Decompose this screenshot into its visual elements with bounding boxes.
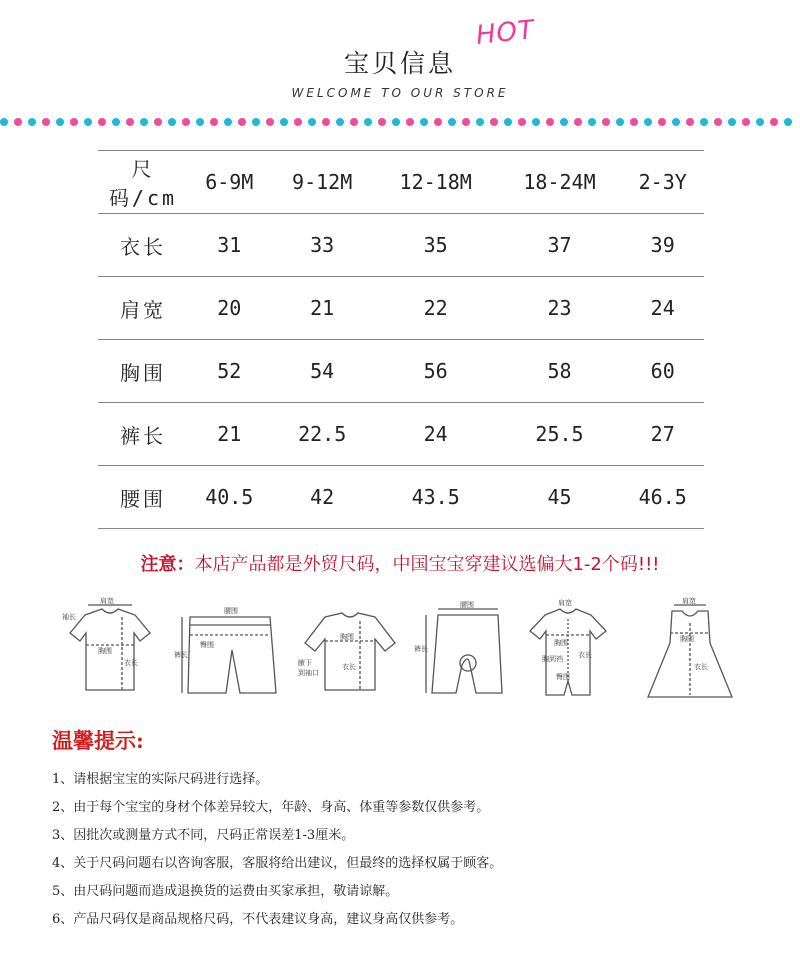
row-label: 胸围 (98, 340, 188, 403)
divider-dot (476, 118, 484, 126)
divider-dot (280, 118, 288, 126)
row-label: 腰围 (98, 466, 188, 529)
divider-dot (336, 118, 344, 126)
shorts-diagram-icon (182, 617, 276, 693)
page-title: 宝贝信息 (343, 49, 456, 78)
welcome-subtitle: WELCOME TO OUR STORE (291, 86, 509, 100)
table-cell: 24 (621, 277, 704, 340)
divider-dot (420, 118, 428, 126)
table-cell: 31 (188, 214, 271, 277)
table-cell: 40.5 (188, 466, 271, 529)
row-label: 裤长 (98, 403, 188, 466)
raglan-cuff-label: 到袖口 (298, 669, 319, 677)
romper-diagram-icon (530, 609, 606, 695)
divider-dot (196, 118, 204, 126)
divider-dot (126, 118, 134, 126)
table-cell: 21 (271, 277, 374, 340)
dress-chest-label: 胸围 (680, 635, 694, 643)
divider-dot (560, 118, 568, 126)
romper-hip-label: 臀围 (556, 673, 570, 681)
divider-dot (182, 118, 190, 126)
divider-dot (252, 118, 260, 126)
table-cell: 39 (621, 214, 704, 277)
divider-dot (154, 118, 162, 126)
divider-dot (518, 118, 526, 126)
table-cell: 33 (271, 214, 374, 277)
row-label: 衣长 (98, 214, 188, 277)
divider-dot (294, 118, 302, 126)
divider-dot (784, 118, 792, 126)
pants-diagram-icon (426, 609, 502, 693)
divider-dot (588, 118, 596, 126)
measurement-diagrams (50, 595, 770, 710)
divider-dot (56, 118, 64, 126)
table-cell: 22.5 (271, 403, 374, 466)
list-item: 3、因批次或测量方式不同，尺码正常误差1-3厘米。 (52, 828, 355, 843)
table-cell: 54 (271, 340, 374, 403)
divider-dot (700, 118, 708, 126)
divider-dot (210, 118, 218, 126)
romper-shoulder-label: 肩宽 (558, 599, 572, 607)
table-cell: 21 (188, 403, 271, 466)
divider-dot (504, 118, 512, 126)
table-row (98, 277, 704, 340)
notice-text: 本店产品都是外贸尺码，中国宝宝穿建议选偏大1-2个码!!! (194, 554, 660, 575)
table-cell: 42 (271, 466, 374, 529)
divider-dot (658, 118, 666, 126)
divider-dot (98, 118, 106, 126)
table-cell: 60 (621, 340, 704, 403)
tips-title: 温馨提示: (52, 728, 144, 753)
table-cell: 24 (374, 403, 498, 466)
table-cell: 52 (188, 340, 271, 403)
raglan-length-label: 衣长 (342, 663, 356, 671)
divider-dot (350, 118, 358, 126)
romper-crotch-label: 胸到裆 (542, 655, 563, 663)
size-header: 6-9M (188, 151, 271, 214)
table-row (98, 466, 704, 529)
divider-dot (686, 118, 694, 126)
size-header: 18-24M (498, 151, 622, 214)
divider-dot (140, 118, 148, 126)
divider-dot (364, 118, 372, 126)
divider-dot (0, 118, 8, 126)
divider-dot (602, 118, 610, 126)
divider-dot (406, 118, 414, 126)
divider-dot (616, 118, 624, 126)
pants-length-label: 裤长 (414, 645, 428, 653)
divider-dot (84, 118, 92, 126)
table-cell: 20 (188, 277, 271, 340)
divider-dot (770, 118, 778, 126)
divider-dot (672, 118, 680, 126)
divider-dot (70, 118, 78, 126)
list-item: 1、请根据宝宝的实际尺码进行选择。 (52, 772, 269, 787)
romper-length-label: 衣长 (578, 651, 592, 659)
table-row (98, 403, 704, 466)
divider-dot (630, 118, 638, 126)
table-cell: 46.5 (621, 466, 704, 529)
tshirt-sleeve-label: 袖长 (62, 613, 76, 621)
shorts-waist-label: 腰围 (224, 607, 238, 615)
size-header-row (98, 151, 704, 214)
list-item: 6、产品尺码仅是商品规格尺码，不代表建议身高，建议身高仅供参考。 (52, 912, 464, 927)
divider-dot (28, 118, 36, 126)
divider-dot (462, 118, 470, 126)
table-cell: 45 (498, 466, 622, 529)
tshirt-chest-label: 胸围 (98, 647, 112, 655)
dress-length-label: 衣长 (694, 663, 708, 671)
store-header (0, 0, 800, 110)
list-item: 2、由于每个宝宝的身材个体差异较大，年龄、身高、体重等参数仅供参考。 (52, 800, 490, 815)
notice-label: 注意： (140, 554, 195, 575)
table-cell: 25.5 (498, 403, 622, 466)
divider-dot (168, 118, 176, 126)
raglan-chest-label: 胸围 (340, 633, 354, 641)
table-cell: 37 (498, 214, 622, 277)
table-cell: 43.5 (374, 466, 498, 529)
size-header: 9-12M (271, 151, 374, 214)
divider-dot (714, 118, 722, 126)
romper-chest-label: 胸围 (554, 639, 568, 647)
shorts-length-label: 裤长 (174, 651, 188, 659)
dress-diagram-icon (648, 605, 732, 697)
divider-dot (532, 118, 540, 126)
divider-dot (378, 118, 386, 126)
tshirt-length-label: 衣长 (124, 659, 138, 667)
divider-dot (392, 118, 400, 126)
divider-dot (434, 118, 442, 126)
dotted-divider (0, 115, 800, 129)
divider-dot (546, 118, 554, 126)
table-cell: 27 (621, 403, 704, 466)
divider-dot (574, 118, 582, 126)
size-header: 2-3Y (621, 151, 704, 214)
divider-dot (742, 118, 750, 126)
dress-shoulder-label: 肩宽 (682, 597, 696, 605)
table-cell: 22 (374, 277, 498, 340)
pants-waist-label: 腰围 (460, 601, 474, 609)
list-item: 4、关于尺码问题右以咨询客服，客服将给出建议，但最终的选择权属于顾客。 (52, 856, 503, 871)
row-label: 肩宽 (98, 277, 188, 340)
divider-dot (112, 118, 120, 126)
tshirt-shoulder-label: 肩宽 (100, 597, 114, 605)
table-cell: 56 (374, 340, 498, 403)
divider-dot (42, 118, 50, 126)
raglan-armpit-label: 腋下 (298, 659, 312, 667)
table-row (98, 340, 704, 403)
divider-dot (756, 118, 764, 126)
divider-dot (644, 118, 652, 126)
raglan-shirt-diagram-icon (305, 613, 395, 690)
list-item: 5、由尺码问题而造成退换货的运费由买家承担，敬请谅解。 (52, 884, 399, 899)
shorts-hip-label: 臀围 (200, 641, 214, 649)
divider-dot (448, 118, 456, 126)
divider-dot (238, 118, 246, 126)
divider-dot (224, 118, 232, 126)
divider-dot (14, 118, 22, 126)
hot-badge: HOT (474, 15, 537, 51)
divider-dot (266, 118, 274, 126)
table-cell: 35 (374, 214, 498, 277)
size-notice (0, 550, 800, 576)
divider-dot (490, 118, 498, 126)
tips-list (52, 770, 772, 938)
divider-dot (308, 118, 316, 126)
size-chart-table (98, 150, 704, 529)
corner-header: 尺码/cm (98, 151, 188, 214)
divider-dot (728, 118, 736, 126)
table-cell: 58 (498, 340, 622, 403)
table-cell: 23 (498, 277, 622, 340)
size-header: 12-18M (374, 151, 498, 214)
table-row (98, 214, 704, 277)
divider-dot (322, 118, 330, 126)
